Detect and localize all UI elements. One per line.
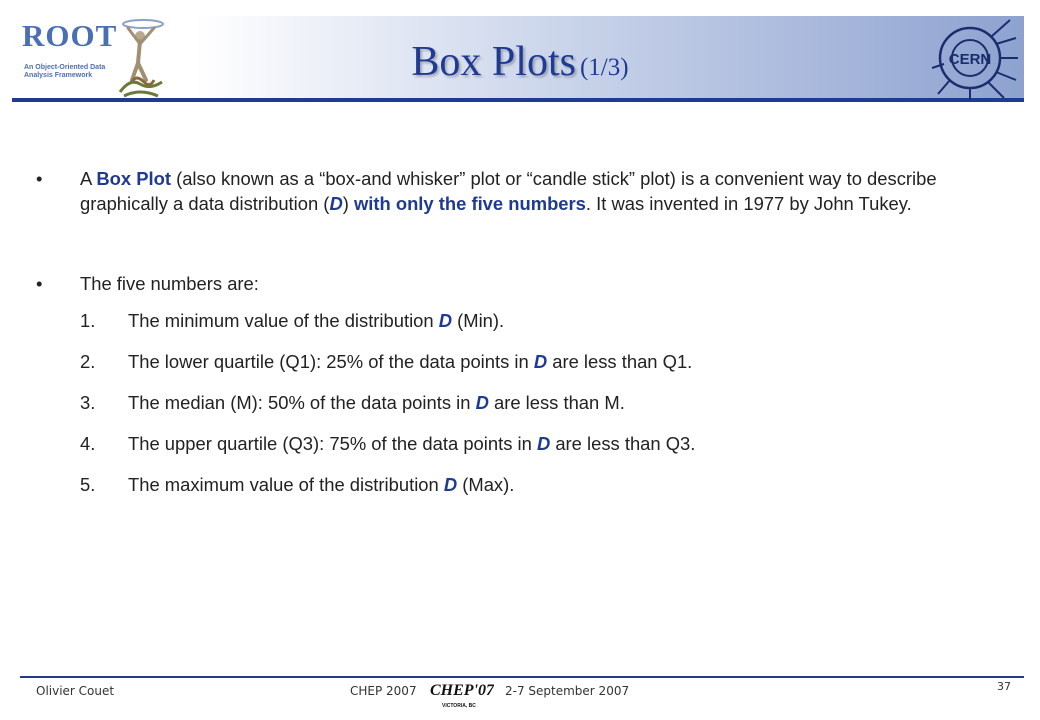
bullet-dot: • (36, 273, 43, 294)
slide-title-main: Box Plots (411, 39, 576, 85)
cern-logo-icon (930, 14, 1020, 100)
list-item-term-d: D (443, 474, 458, 495)
header-divider (12, 98, 1024, 102)
slide-page-number: 37 (997, 680, 1011, 693)
list-item-number: 1. (80, 310, 96, 331)
list-item-term-d: D (438, 310, 453, 331)
list-item-text: are less than Q3. (550, 433, 696, 454)
intro-text: ) (342, 193, 354, 214)
list-item-text: (Min). (452, 310, 505, 331)
list-item-term-d: D (533, 351, 548, 372)
list-item-text: The upper quartile (Q3): 75% of the data points in (128, 433, 537, 454)
root-logo-wordmark: ROOT (22, 18, 118, 53)
slide-title (0, 38, 1040, 86)
footer-divider (20, 676, 1024, 678)
list-item-text: The median (M): 50% of the data points in (128, 392, 476, 413)
footer-dates: 2-7 September 2007 (505, 684, 630, 698)
list-item-text: are less than M. (488, 392, 625, 413)
list-item-number: 4. (80, 433, 96, 454)
intro-term-box-plot: Box Plot (96, 168, 171, 189)
five-numbers-bullet (30, 271, 960, 296)
intro-term-five-numbers: with only the five numbers (353, 193, 586, 214)
chep-logo-subtext: VICTORIA, BC (442, 703, 476, 709)
intro-text: (also known as a “box-and whisker” plot or “candle stick” plot) is a convenient way to describe graphically a data distribution ( (80, 168, 937, 214)
five-numbers-list (30, 308, 960, 513)
list-item-term-d: D (475, 392, 489, 413)
intro-text: . It was invented in 1977 by John Tukey. (585, 193, 912, 214)
list-intro: The five numbers are: (80, 273, 259, 294)
list-item-number: 3. (80, 392, 96, 413)
list-item (30, 349, 960, 390)
list-item (30, 390, 960, 431)
footer-event: CHEP 2007 (350, 684, 417, 698)
list-item-term-d: D (536, 433, 551, 454)
list-item-text: The minimum value of the distribution (128, 310, 439, 331)
cern-logo-text: CERN (948, 51, 992, 68)
list-item-number: 5. (80, 474, 96, 495)
list-item-text: The lower quartile (Q1): 25% of the data points in (128, 351, 534, 372)
intro-text: A (80, 168, 97, 189)
chep07-logo-icon (428, 678, 494, 710)
list-item (30, 431, 960, 472)
root-logo-tagline: An Object-Oriented Data Analysis Framework (24, 64, 106, 79)
list-item-text: The maximum value of the distribution (128, 474, 444, 495)
list-item-text: are less than Q1. (547, 351, 693, 372)
slide-title-part: (1/3) (579, 54, 629, 81)
intro-term-d: D (329, 193, 343, 214)
footer-author: Olivier Couet (36, 684, 115, 698)
bullet-dot: • (36, 168, 43, 189)
list-item (30, 308, 960, 349)
slide-body (30, 166, 960, 513)
list-item-number: 2. (80, 351, 96, 372)
list-item (30, 472, 960, 513)
chep-logo-text: CHEP'07 (430, 682, 494, 699)
intro-bullet (30, 166, 960, 216)
list-item-text: (Max). (457, 474, 515, 495)
